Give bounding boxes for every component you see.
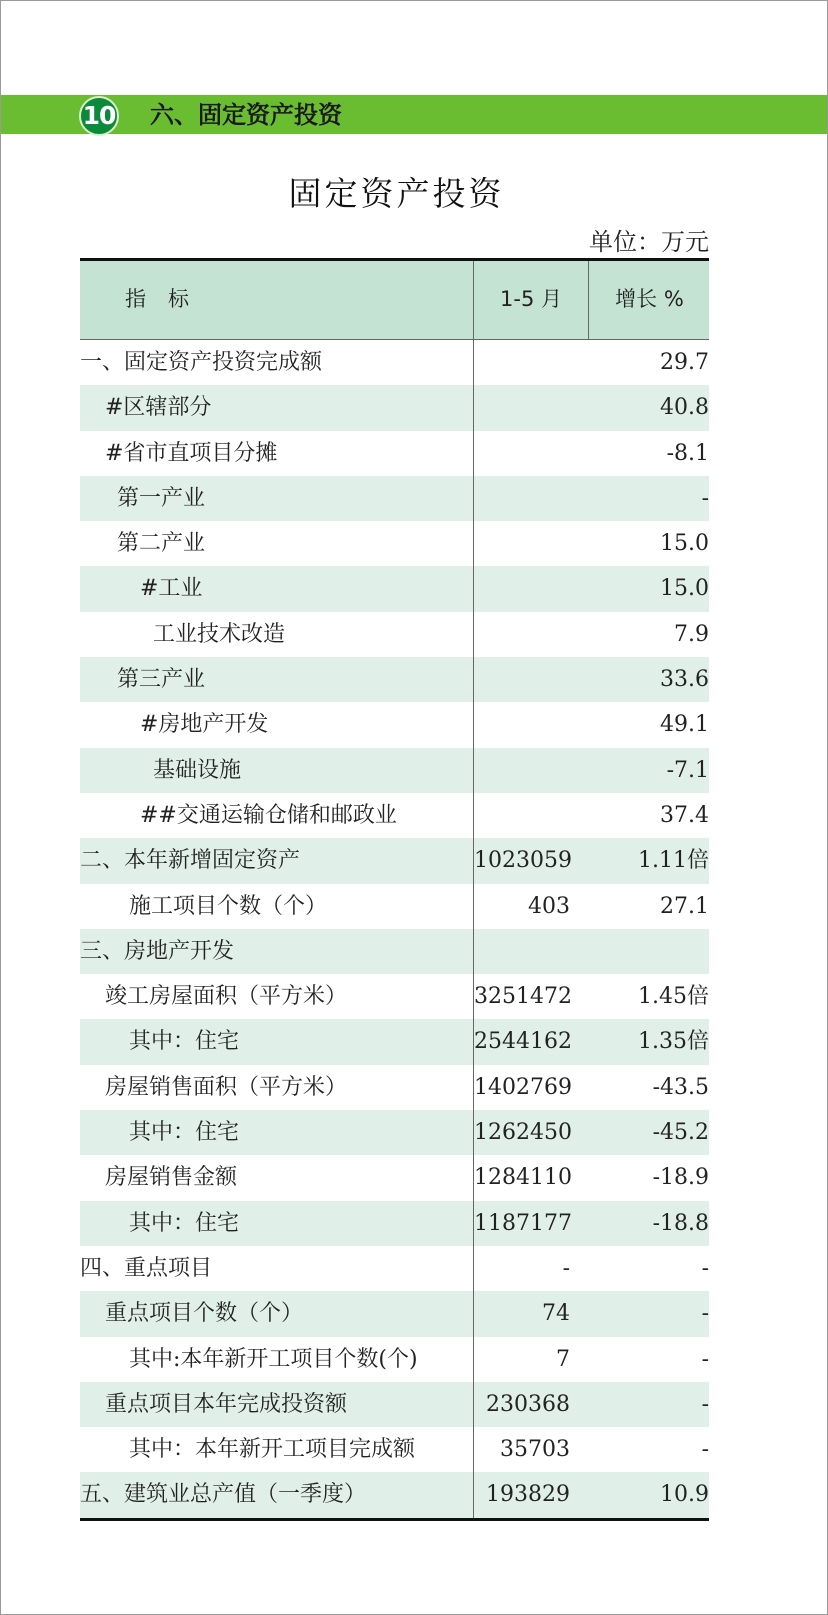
table-row: [80, 385, 709, 430]
row-growth: 27.1: [660, 893, 709, 919]
row-growth: 7.9: [674, 621, 709, 647]
row-value: [473, 476, 588, 521]
column-header-indicator: 指标: [125, 287, 211, 311]
row-label: 三、房地产开发: [80, 938, 235, 964]
row-growth: 1.11倍: [638, 848, 709, 874]
row-growth: -45.2: [652, 1120, 709, 1146]
row-value: [473, 612, 588, 657]
row-growth: 40.8: [660, 395, 709, 421]
table-row: [80, 1382, 709, 1427]
row-value: 3251472: [473, 974, 588, 1019]
table-row: [80, 612, 709, 657]
column-header-growth: 增长 %: [588, 261, 710, 339]
row-label: 房屋销售面积（平方米）: [105, 1074, 348, 1100]
table-row: [80, 1065, 709, 1110]
row-value: 2544162: [473, 1019, 588, 1064]
row-value: [473, 929, 588, 974]
row-label: #房地产开发: [140, 712, 269, 738]
row-label: 基础设施: [153, 757, 242, 783]
row-label: 重点项目本年完成投资额: [105, 1391, 348, 1417]
row-label: 第一产业: [117, 485, 206, 511]
row-label: 其中：住宅: [129, 1120, 240, 1146]
table-header: [80, 261, 709, 340]
table-row: [80, 340, 709, 385]
row-growth: -: [701, 485, 709, 511]
page-number-badge: 10: [79, 96, 119, 136]
column-header-period: 1-5 月: [473, 261, 588, 339]
row-label: #省市直项目分摊: [105, 440, 278, 466]
row-label: 重点项目个数（个）: [105, 1301, 304, 1327]
row-growth: 10.9: [660, 1482, 709, 1508]
table-row: [80, 1246, 709, 1291]
table-row: [80, 838, 709, 883]
row-label: 四、重点项目: [80, 1255, 213, 1281]
row-value: [473, 657, 588, 702]
row-label: 房屋销售金额: [105, 1165, 238, 1191]
row-label: 第三产业: [117, 667, 206, 693]
row-label: 一、固定资产投资完成额: [80, 350, 323, 375]
table-row: [80, 702, 709, 747]
table-row: [80, 1110, 709, 1155]
row-label: 工业技术改造: [153, 621, 286, 647]
table-row: [80, 566, 709, 611]
row-growth: -: [701, 1301, 709, 1327]
row-value: -: [473, 1246, 588, 1291]
row-value: 1262450: [473, 1110, 588, 1155]
row-growth: -: [701, 1437, 709, 1463]
table-row: [80, 1337, 709, 1382]
table-row: [80, 748, 709, 793]
table-row: [80, 1201, 709, 1246]
row-value: [473, 566, 588, 611]
table-row: [80, 793, 709, 838]
row-value: [473, 431, 588, 476]
row-label: 竣工房屋面积（平方米）: [105, 984, 348, 1010]
row-label: 施工项目个数（个）: [129, 893, 328, 919]
table-row: [80, 1291, 709, 1336]
table-row: [80, 431, 709, 476]
row-value: 403: [473, 884, 588, 929]
row-value: 1402769: [473, 1065, 588, 1110]
table-row: [80, 521, 709, 566]
row-label: 其中:本年新开工项目个数(个): [129, 1346, 418, 1372]
section-title: 六、固定资产投资: [150, 101, 342, 129]
table-row: [80, 657, 709, 702]
table-row: [80, 1019, 709, 1064]
row-growth: -: [701, 1391, 709, 1417]
row-value: [473, 793, 588, 838]
row-growth: 1.35倍: [638, 1029, 709, 1055]
table-body: [80, 340, 709, 1518]
row-value: [473, 748, 588, 793]
row-growth: -: [701, 1346, 709, 1372]
row-growth: -8.1: [666, 440, 709, 466]
row-growth: -7.1: [666, 757, 709, 783]
row-value: [473, 521, 588, 566]
row-label: #区辖部分: [105, 395, 212, 421]
table-row: [80, 1155, 709, 1200]
row-value: 74: [473, 1291, 588, 1336]
page-title: 固定资产投资: [288, 174, 505, 213]
row-value: 1023059: [473, 838, 588, 883]
row-label: 五、建筑业总产值（一季度）: [80, 1482, 367, 1508]
row-growth: 1.45倍: [638, 984, 709, 1010]
table-row: [80, 476, 709, 521]
row-label: #工业: [140, 576, 203, 602]
row-label: 其中：本年新开工项目完成额: [129, 1437, 416, 1463]
row-growth: -: [701, 1255, 709, 1281]
row-growth: -18.8: [652, 1210, 709, 1236]
row-value: 193829: [473, 1472, 588, 1517]
table-row: [80, 929, 709, 974]
table-row: [80, 1472, 709, 1517]
row-label: ##交通运输仓储和邮政业: [140, 802, 397, 828]
row-value: 1187177: [473, 1201, 588, 1246]
row-label: 二、本年新增固定资产: [80, 848, 301, 874]
table-row: [80, 1427, 709, 1472]
unit-label: 单位：万元: [589, 228, 709, 256]
row-growth: 33.6: [660, 667, 709, 693]
row-label: 其中：住宅: [129, 1029, 240, 1055]
row-value: 35703: [473, 1427, 588, 1472]
section-banner: [1, 95, 827, 134]
table-row: [80, 884, 709, 929]
row-growth: 15.0: [660, 576, 709, 602]
investment-table: [80, 258, 709, 1521]
row-value: 7: [473, 1337, 588, 1382]
row-value: 230368: [473, 1382, 588, 1427]
row-value: 1284110: [473, 1155, 588, 1200]
row-growth: 29.7: [660, 350, 709, 375]
row-label: 第二产业: [117, 531, 206, 557]
row-growth: -43.5: [652, 1074, 709, 1100]
row-growth: 37.4: [660, 802, 709, 828]
row-growth: -18.9: [652, 1165, 709, 1191]
row-value: [473, 340, 588, 385]
row-value: [473, 385, 588, 430]
table-row: [80, 974, 709, 1019]
row-value: [473, 702, 588, 747]
row-label: 其中：住宅: [129, 1210, 240, 1236]
row-growth: 49.1: [660, 712, 709, 738]
row-growth: 15.0: [660, 531, 709, 557]
